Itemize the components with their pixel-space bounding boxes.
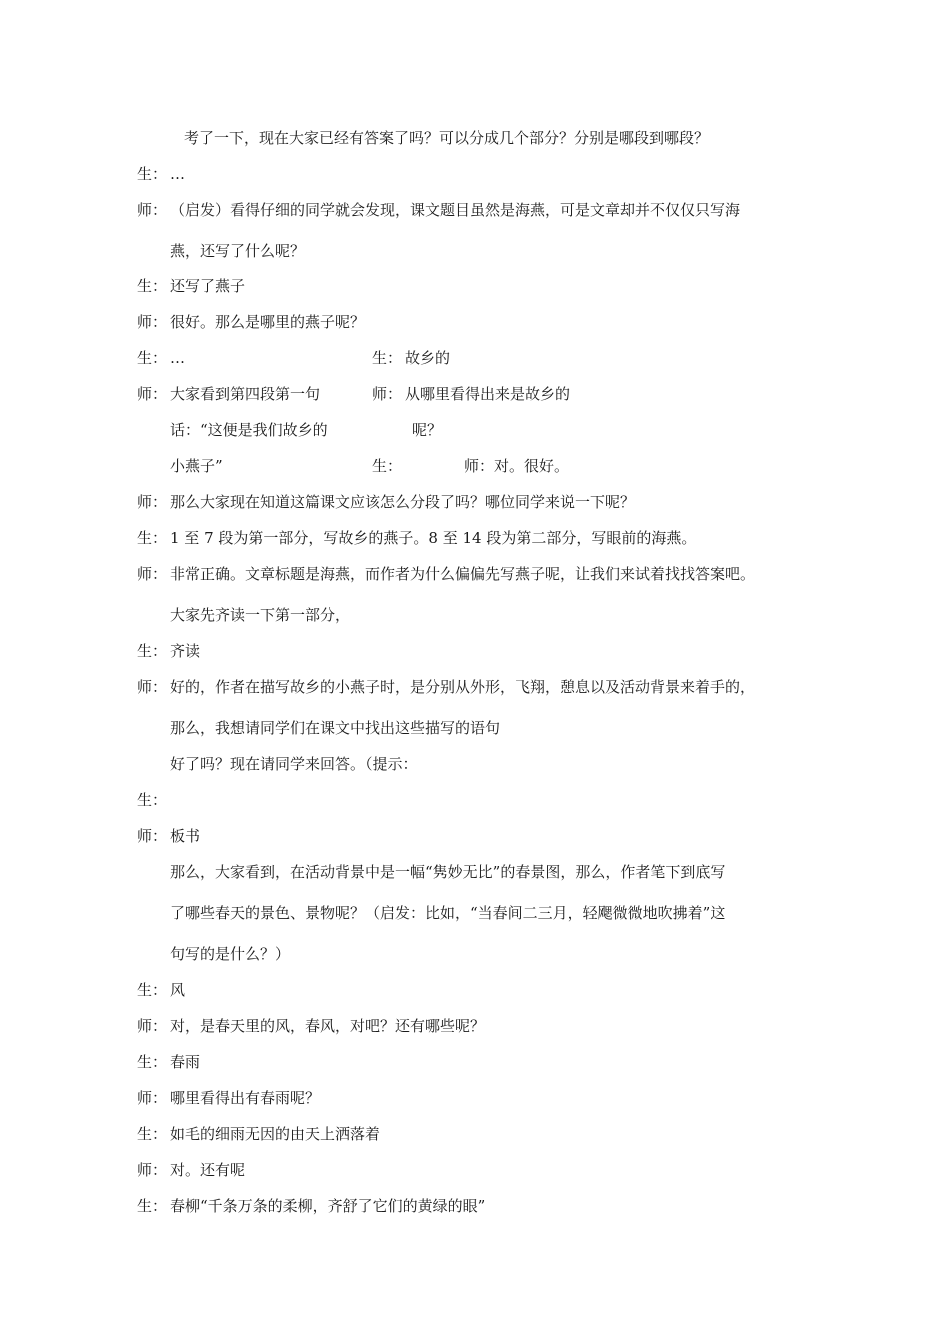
text-line: 春柳“千条万条的柔柳，齐舒了它们的黄绿的眼” [170, 1197, 486, 1215]
text-line: 那么，大家看到，在活动背景中是一幅“隽妙无比”的春景图，那么，作者笔下到底写 [170, 863, 726, 881]
text-line: … [170, 165, 185, 183]
text-line: 那么，我想请同学们在课文中找出这些描写的语句 [170, 719, 501, 737]
speaker-label: 师： [137, 827, 168, 845]
speaker-label: 师： [137, 385, 168, 403]
speaker-label: 生： [137, 1197, 168, 1215]
speaker-label: 生： [137, 791, 168, 809]
text-line: 从哪里看得出来是故乡的 [405, 385, 571, 403]
text-line: 话：“这便是我们故乡的 [170, 421, 328, 439]
text-line: 对。还有呢 [170, 1161, 246, 1179]
text-line: 还写了燕子 [170, 277, 246, 295]
text-line: 风 [170, 981, 186, 999]
text-line: … [170, 349, 185, 367]
speaker-label: 生： [137, 1053, 168, 1071]
text-line: 哪里看得出有春雨呢？ [170, 1089, 321, 1107]
speaker-label: 生： [137, 277, 168, 295]
speaker-label: 师： [137, 1017, 168, 1035]
text-line: 小燕子” [170, 457, 223, 475]
speaker-label: 师： [137, 201, 168, 219]
text-line: 考了一下，现在大家已经有答案了吗？可以分成几个部分？分别是哪段到哪段？ [184, 129, 710, 147]
text-line: 师：对。很好。 [464, 457, 570, 475]
text-line: 很好。那么是哪里的燕子呢？ [170, 313, 366, 331]
text-line: 大家先齐读一下第一部分， [170, 606, 351, 624]
speaker-label: 师： [372, 385, 403, 403]
speaker-label: 师： [137, 493, 168, 511]
speaker-label: 生： [137, 642, 168, 660]
speaker-label: 生： [372, 349, 403, 367]
text-line: 燕，还写了什么呢？ [170, 242, 306, 260]
text-line: 好的，作者在描写故乡的小燕子时，是分别从外形，飞翔，憩息以及活动背景来着手的， [170, 678, 756, 696]
text-line: 板书 [170, 827, 201, 845]
text-line: 呢？ [412, 421, 443, 439]
text-line: 如毛的细雨无因的由天上洒落着 [170, 1125, 381, 1143]
text-line: 故乡的 [405, 349, 451, 367]
text-line: 齐读 [170, 642, 201, 660]
speaker-label: 师： [137, 1161, 168, 1179]
speaker-label: 生： [137, 981, 168, 999]
speaker-label: 生： [137, 1125, 168, 1143]
text-line: 句写的是什么？） [170, 945, 291, 963]
text-line: 非常正确。文章标题是海燕，而作者为什么偏偏先写燕子呢，让我们来试着找找答案吧。 [170, 565, 756, 583]
speaker-label: 师： [137, 1089, 168, 1107]
text-line: 那么大家现在知道这篇课文应该怎么分段了吗？哪位同学来说一下呢？ [170, 493, 636, 511]
text-line: 春雨 [170, 1053, 201, 1071]
speaker-label: 师： [137, 313, 168, 331]
text-line: （启发）看得仔细的同学就会发现，课文题目虽然是海燕，可是文章却并不仅仅只写海 [170, 201, 741, 219]
speaker-label: 生： [137, 529, 168, 547]
text-line: 了哪些春天的景色、景物呢？（启发：比如，“当春间二三月，轻飔微微地吹拂着”这 [170, 904, 726, 922]
text-line: 对，是春天里的风，春风，对吧？还有哪些呢？ [170, 1017, 486, 1035]
text-line: 生： [372, 457, 403, 475]
speaker-label: 生： [137, 165, 168, 183]
speaker-label: 生： [137, 349, 168, 367]
text-line: 好了吗？现在请同学来回答。（提示： [170, 755, 418, 773]
text-line: 大家看到第四段第一句 [170, 385, 321, 403]
speaker-label: 师： [137, 565, 168, 583]
speaker-label: 师： [137, 678, 168, 696]
text-line: 1 至 7 段为第一部分，写故乡的燕子。8 至 14 段为第二部分，写眼前的海燕。 [170, 529, 697, 547]
